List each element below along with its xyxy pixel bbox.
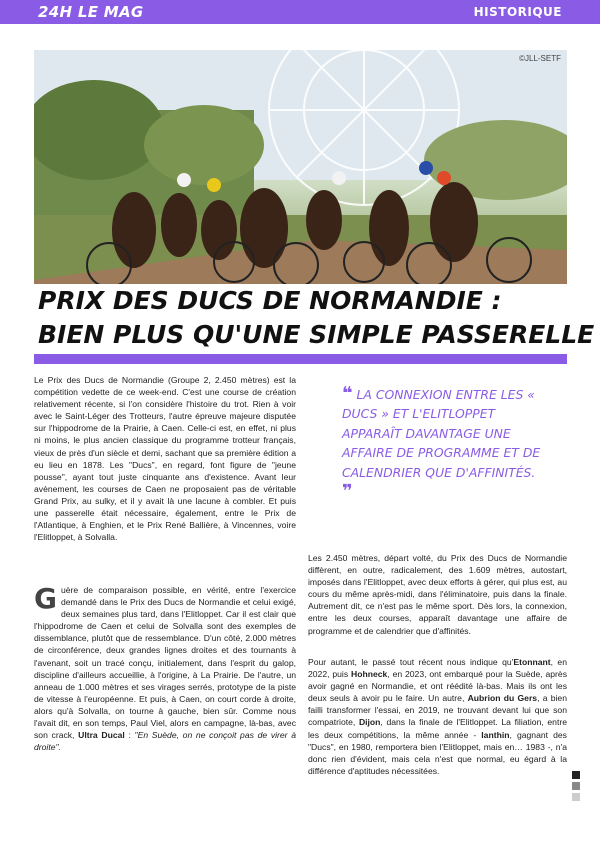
magazine-title: 24H LE MAG bbox=[38, 3, 144, 21]
horse-name: Hohneck bbox=[351, 669, 388, 680]
headline-rule bbox=[34, 354, 567, 364]
square-mid bbox=[572, 782, 580, 790]
paragraph-2-colon: : bbox=[124, 730, 135, 741]
photo-credit: ©JLL-SETF bbox=[519, 54, 561, 63]
article-paragraph-4 bbox=[308, 656, 567, 777]
headline-line-1: PRIX DES DUCS DE NORMANDIE : bbox=[34, 284, 600, 318]
pull-quote bbox=[342, 384, 542, 502]
horse-name: Etonnant bbox=[513, 657, 551, 667]
square-light bbox=[572, 793, 580, 801]
article-headline bbox=[34, 284, 600, 352]
p4-text: , en 2023, ont embarqué pour la Suède, après avoir gagné en Normandie, et ont réédité là-bas. Mais ils ont les deux seuls à avoir pu le faire. Un autre, bbox=[308, 669, 567, 704]
horse-name: Aubrion du Gers bbox=[467, 693, 538, 704]
tree-cluster bbox=[144, 105, 264, 185]
p4-text: , dans la finale de l'Elitloppet. La filiation, entre les deux compétitions, la même année - bbox=[308, 717, 567, 740]
side-squares bbox=[572, 771, 580, 804]
headline-line-2: BIEN PLUS QU'UNE SIMPLE PASSERELLE bbox=[34, 318, 600, 352]
horse-name: Ultra Ducal bbox=[78, 730, 125, 741]
open-quote-icon: ❝ bbox=[342, 383, 353, 404]
article-paragraph-2 bbox=[34, 584, 296, 753]
section-label: HISTORIQUE bbox=[473, 5, 562, 19]
close-quote-icon: ❞ bbox=[342, 481, 353, 503]
square-dark bbox=[572, 771, 580, 779]
article-intro: Le Prix des Ducs de Normandie (Groupe 2, 2.450 mètres) est la compétition vedette de ce week-end. C'est une course de création relativement récente, si l'on considère l'histoire du trot. Rien à voir avec le Saint-Léger des Trotteurs, l'autre épreuve majeure disputée sur l'hippodrome de la Prairie, à Caen. Celle-ci est, en effet, ni plus ni moins, le plus ancien classique du programme trotteur français, vieux de près d'un siècle et demi, sachant que sa première édition a eu lieu en 1878. Les "Ducs", en regard, font figure de "jeune pousse", ayant tout juste cinquante ans d'existence. Avant leur avènement, les courses de Caen ne proposaient pas de véritable Grand Prix, au sulky, et il y avait là une lacune à combler. Et puis une passerelle était nécessaire, également, entre le Prix de l'Atlantique, à Enghien, et le Prix René Ballière, à Vincennes, voire l'Elitloppet, à Solvalla. bbox=[34, 375, 296, 543]
horse-name: Ianthin bbox=[481, 729, 510, 740]
paragraph-2-text: uère de comparaison possible, en vérité, entre l'exercice demandé dans le Prix des Ducs de Normandie et celui exigé, deux semaines plus tard, dans l'Elitloppet. Car il est clair que l'hippodrome de Caen et celui de Solvalla sont des exemples de dissemblance, plutôt que de ressemblance. D'un côté, 2.000 mètres de circonférence, deux grandes lignes droites et des tournants à l'avenant, soit un tracé conçu, initialement, dans l'esprit du galop, discipline d'ailleurs accueillie, à l'origine, à La Prairie. De l'autre, un anneau de 1.000 mètres et ses virages serrés, prototype de la piste de vitesse à l'européenne. Et puis, à Caen, on court corde à droite, alors qu'à Solvalla, on tourne à gauche, bien sûr. Comme nous l'avait dit, en son temps, Paul Viel, alors en campagne, là-bas, avec son crack, bbox=[34, 585, 296, 741]
p4-text: , en 2022, puis bbox=[308, 657, 567, 680]
dropcap: G bbox=[34, 582, 57, 615]
header-bar bbox=[0, 0, 600, 24]
p4-text: , gagnant des "Ducs", en 1980, remportera bien l'Elitloppet, mais en… 1983 -, n'a donc rien d'évident, mais cela n'est que normal, eu égard à la différence d'aptitudes nécessitées. bbox=[308, 729, 567, 776]
article-paragraph-3: Les 2.450 mètres, départ volté, du Prix des Ducs de Normandie diffèrent, en outre, radicalement, des 1.609 mètres, autostart, imposés dans l'Elitloppet, avec deux efforts à gérer, qui plus est, au cours du même après-midi, dans l'éliminatoire, puis dans la finale. Autrement dit, ce n'est pas le même sport. Dès lors, la connexion, entre les deux courses, apparaît davantage une affaire de programme et de calendrier que d'affinités. bbox=[308, 553, 567, 636]
p4-text: , a bien failli transformer l'essai, en 2019, ne trouvant devant lui que son compatriote, bbox=[308, 693, 567, 728]
horse-name: Dijon bbox=[358, 717, 381, 728]
p4-text: Pour autant, le passé tout récent nous indique qu' bbox=[308, 657, 514, 667]
quote-text: "En Suède, on ne conçoit pas de virer à droite". bbox=[34, 730, 296, 753]
pull-quote-text: LA CONNEXION ENTRE LES « DUCS » ET L'ELITLOPPET APPARAÎT DAVANTAGE UNE AFFAIRE DE PROGRAMME ET DE CALENDRIER QUE D'AFFINITÉS. bbox=[342, 387, 541, 480]
